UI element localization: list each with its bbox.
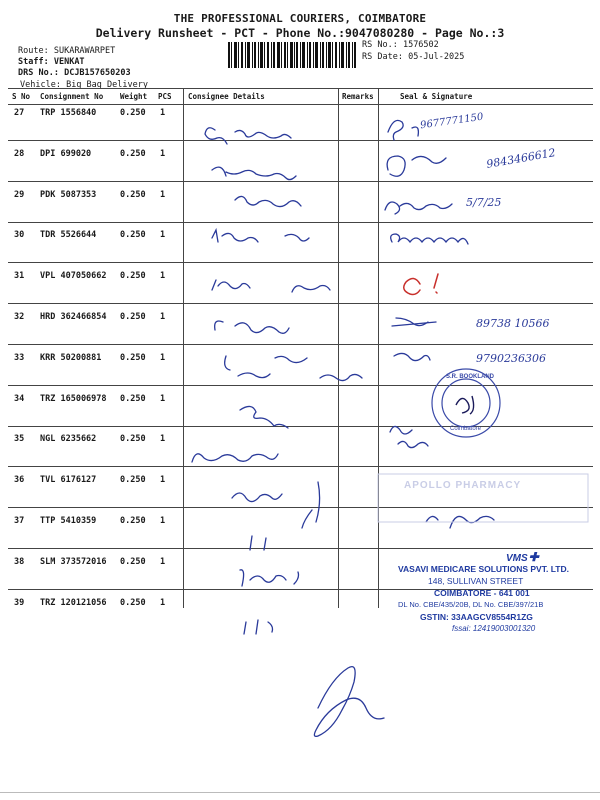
route-value: SUKARAWARPET <box>53 46 116 56</box>
scan-edge <box>0 792 600 793</box>
row-weight: 0.250 <box>120 352 146 363</box>
row-sno: 30 <box>14 230 25 241</box>
round-seal-signature <box>456 396 474 414</box>
row-pcs: 1 <box>160 271 166 282</box>
col-header-consignee: Consignee Details <box>188 92 265 101</box>
consignee-signature-33 <box>225 356 362 381</box>
row-sno: 36 <box>14 475 25 486</box>
row-weight: 0.250 <box>120 516 146 526</box>
row-sno: 35 <box>14 434 25 445</box>
col-header-sno: S No <box>12 92 31 101</box>
stamp-address-1: 148, SULLIVAN STREET <box>428 576 524 586</box>
consignee-signature-32 <box>215 321 289 333</box>
row-pcs: 1 <box>160 148 166 159</box>
rs-number-line: RS No.: 1576502 <box>362 40 439 50</box>
row-pcs: 1 <box>160 434 166 445</box>
vehicle-line: Vehicle: Big Bag Delivery <box>20 80 148 90</box>
consignee-signature-36 <box>232 482 320 528</box>
row-consignment-no: KRR 50200881 <box>40 352 102 363</box>
page-bottom-signature <box>314 667 384 737</box>
consignee-signature-31 <box>212 280 330 292</box>
seal-signature-29 <box>385 202 452 214</box>
seal-signature-28 <box>387 156 446 176</box>
row-pcs: 1 <box>160 516 166 526</box>
row-pcs: 1 <box>160 475 166 486</box>
row-weight: 0.250 <box>120 556 146 567</box>
rs-date-value: 05-Jul-2025 <box>408 52 465 62</box>
row-sno: 37 <box>14 516 25 526</box>
handwritten-date-29: 5/7/25 <box>466 196 502 209</box>
seal-signature-32 <box>392 318 436 326</box>
handwritten-phone-28: 9843466612 <box>485 146 557 171</box>
route-line: Route: SUKARAWARPET <box>18 46 116 56</box>
stamp-fssai: fssai: 12419003001320 <box>452 624 536 633</box>
row-sno: 39 <box>14 597 25 608</box>
consignee-signature-34 <box>240 406 288 428</box>
stamp-address-2: COIMBATORE - 641 001 <box>434 588 530 598</box>
row-consignment-no: TRZ 165006978 <box>40 393 107 404</box>
drs-line: DRS No.: DCJB157650203 <box>18 68 131 78</box>
row-sno: 28 <box>14 148 25 159</box>
row-weight: 0.250 <box>120 393 146 404</box>
rs-date-line: RS Date: 05-Jul-2025 <box>362 52 465 62</box>
consignee-signature-38 <box>240 570 299 586</box>
row-consignment-no: TRZ 120121056 <box>40 597 107 608</box>
row-consignment-no: TVL 6176127 <box>40 475 97 486</box>
consignee-signature-39 <box>244 620 273 634</box>
row-consignment-no: TRP 1556840 <box>40 108 97 118</box>
row-pcs: 1 <box>160 597 166 608</box>
consignee-signature-30 <box>212 230 309 242</box>
consignee-signature-37 <box>250 536 266 550</box>
row-consignment-no: TDR 5526644 <box>40 230 97 241</box>
row-weight: 0.250 <box>120 108 146 118</box>
row-weight: 0.250 <box>120 189 146 200</box>
vms-logo: VMS✚ <box>506 550 539 564</box>
stamp-company: VASAVI MEDICARE SOLUTIONS PVT. LTD. <box>398 564 569 574</box>
drs-value: DCJB157650203 <box>64 68 131 78</box>
seal-signature-33 <box>394 353 430 360</box>
row-consignment-no: VPL 407050662 <box>40 271 107 282</box>
consignee-signature-27 <box>205 128 291 144</box>
row-sno: 32 <box>14 312 25 322</box>
row-weight: 0.250 <box>120 230 146 241</box>
row-consignment-no: DPI 699020 <box>40 148 92 159</box>
rs-number-value: 1576502 <box>402 40 439 50</box>
row-weight: 0.250 <box>120 148 146 159</box>
seal-signature-27 <box>388 120 418 140</box>
col-header-consignment: Consignment No <box>40 92 104 101</box>
row-pcs: 1 <box>160 108 166 118</box>
row-pcs: 1 <box>160 352 166 363</box>
handwritten-phone-27: 9677771150 <box>419 111 485 132</box>
row-pcs: 1 <box>160 312 166 322</box>
stamp-gstin: GSTIN: 33AAGCV8554R1ZG <box>420 612 533 622</box>
staff-value: VENKAT <box>53 57 85 67</box>
row-sno: 38 <box>14 556 25 567</box>
row-sno: 31 <box>14 271 25 282</box>
document-title: THE PROFESSIONAL COURIERS, COIMBATORE <box>173 12 427 25</box>
row-pcs: 1 <box>160 393 166 404</box>
row-sno: 34 <box>14 393 25 404</box>
row-consignment-no: HRD 362466854 <box>40 312 107 322</box>
row-consignment-no: TTP 5410359 <box>40 516 97 526</box>
round-seal-city: Coimbatore <box>450 426 482 432</box>
col-header-remarks: Remarks <box>342 92 374 101</box>
handwritten-phone-33: 9790236306 <box>476 352 546 365</box>
vehicle-value: Big Bag Delivery <box>66 80 148 90</box>
row-pcs: 1 <box>160 189 166 200</box>
staff-line: Staff: VENKAT <box>18 57 85 67</box>
row-sno: 29 <box>14 189 25 200</box>
red-mark-31 <box>404 274 438 295</box>
consignee-signature-35 <box>192 454 278 462</box>
consignee-signature-28 <box>212 167 296 180</box>
seal-signature-30 <box>391 234 468 244</box>
row-consignment-no: PDK 5087353 <box>40 189 97 200</box>
row-sno: 27 <box>14 108 25 118</box>
row-weight: 0.250 <box>120 475 146 486</box>
col-header-seal-signature: Seal & Signature <box>400 92 473 101</box>
row-consignment-no: NGL 6235662 <box>40 434 97 445</box>
stamp-dl: DL No. CBE/435/20B, DL No. CBE/397/21B <box>398 600 544 609</box>
faded-stamp-text: APOLLO PHARMACY <box>404 480 522 491</box>
round-seal-name: S.R. BOOKLAND <box>446 374 494 380</box>
row-weight: 0.250 <box>120 312 146 322</box>
seal-signature-35 <box>390 426 428 447</box>
row-pcs: 1 <box>160 230 166 241</box>
row-pcs: 1 <box>160 556 166 567</box>
row-consignment-no: SLM 373572016 <box>40 556 107 567</box>
row-sno: 33 <box>14 352 25 363</box>
col-header-weight: Weight <box>120 92 148 101</box>
col-header-pcs: PCS <box>158 92 172 101</box>
consignee-signature-29 <box>235 196 301 206</box>
document-subtitle: Delivery Runsheet - PCT - Phone No.:9047080280 - Page No.:3 <box>95 26 505 40</box>
row-weight: 0.250 <box>120 434 146 445</box>
row-weight: 0.250 <box>120 271 146 282</box>
handwritten-phone-32: 89738 10566 <box>476 317 550 330</box>
row-weight: 0.250 <box>120 597 146 608</box>
